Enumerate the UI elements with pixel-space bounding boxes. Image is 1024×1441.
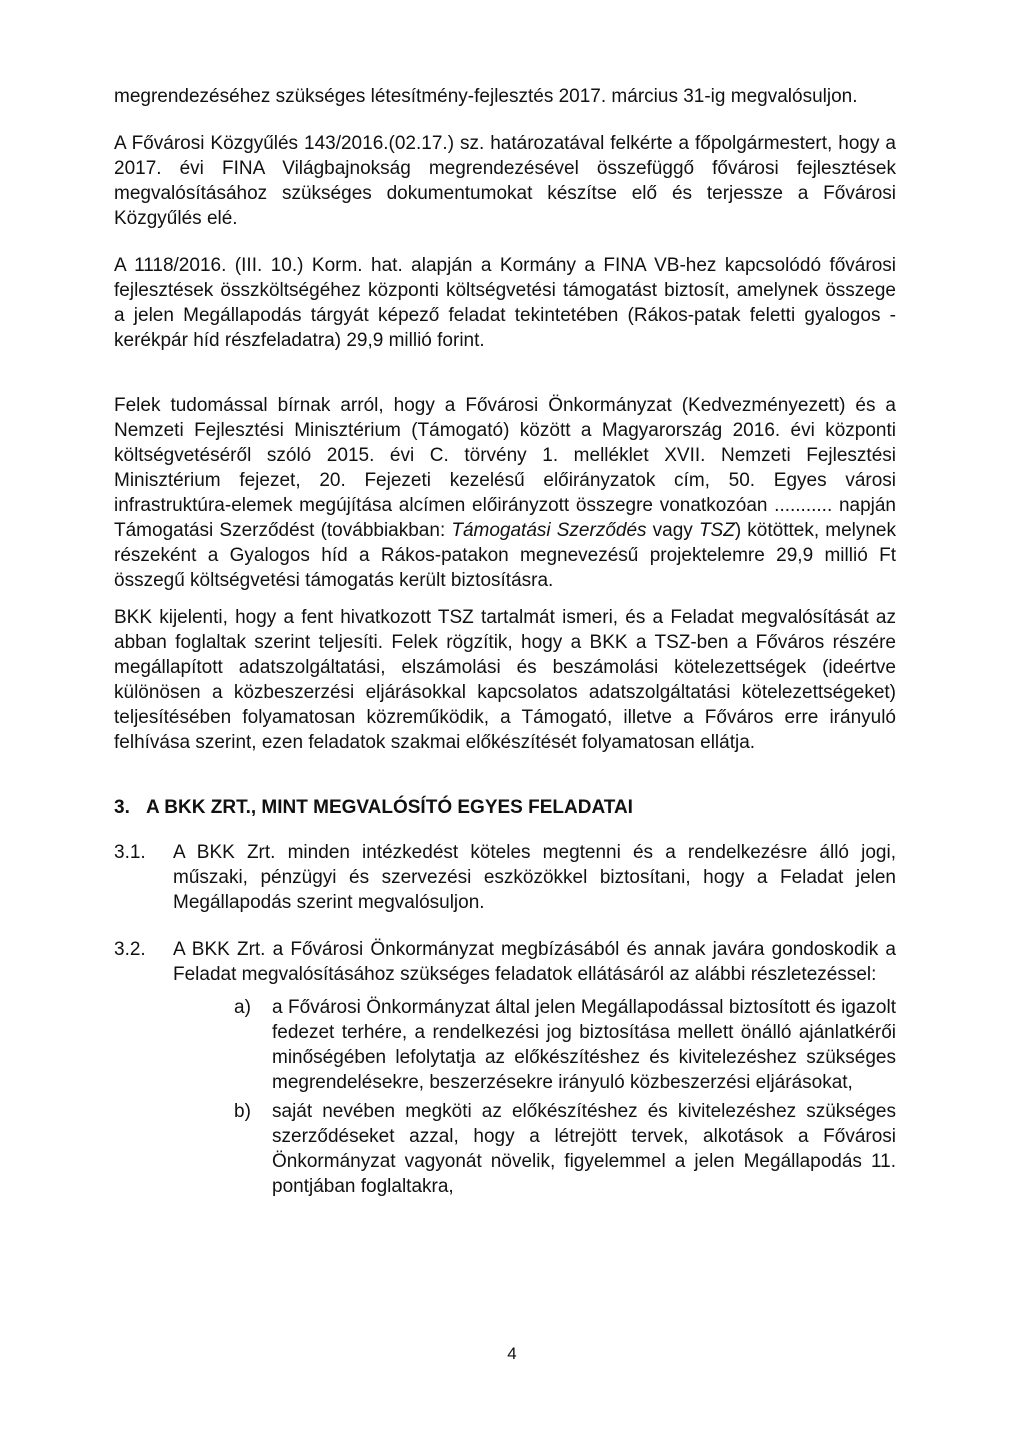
clause-text: A BKK Zrt. minden intézkedést köteles megtenni és a rendelkezésre álló jogi, műszaki, pénzügyi és szervezési eszközökkel biztosítani, hogy a Feladat jelen Megállapodás szerint megvalósuljon. — [173, 842, 896, 913]
clause-number: 3.1. — [114, 842, 146, 863]
section-number: 3. — [114, 797, 130, 818]
list-item-letter: b) — [234, 1101, 251, 1122]
clause-3-1 — [114, 840, 896, 915]
paragraph-tamogatasi-szerzodes — [114, 393, 896, 593]
section-title: A BKK ZRT., MINT MEGVALÓSÍTÓ EGYES FELADATAI — [146, 797, 633, 818]
list-item-letter: a) — [234, 997, 251, 1018]
tsz-italic-term: Támogatási Szerződés — [451, 520, 647, 541]
list-item — [234, 1099, 896, 1199]
clause-3-2 — [114, 937, 896, 987]
tsz-text-part-c: ) kötöttek, melynek részeként a Gyalogos híd a Rákos-patakon megnevezésű projektelemre 29,9 millió Ft összegű költségvetési támogatás került biztosításra. — [114, 520, 896, 591]
page-number: 4 — [507, 1344, 517, 1363]
clause-3-2-sublist — [234, 995, 896, 1199]
intro-continuation: megrendezéséhez szükséges létesítmény-fejlesztés 2017. március 31-ig megvalósuljon. — [114, 86, 858, 107]
page-body — [114, 84, 896, 1203]
section-heading — [114, 795, 896, 820]
paragraph-kozgyules: A Fővárosi Közgyűlés 143/2016.(02.17.) sz. határozatával felkérte a főpolgármestert, hogy a 2017. évi FINA Világbajnokság megrendezésével összefüggő fővárosi fejlesztések megvalósításához szükséges dokumentumokat készítse elő és terjessze a Fővárosi Közgyűlés elé. — [114, 133, 896, 229]
list-item — [234, 995, 896, 1095]
list-item-text: saját nevében megköti az előkészítéshez és kivitelezéshez szükséges szerződéseket azzal, hogy a létrejött tervek, alkotások a Fővárosi Önkormányzat vagyonát növelik, figyelemmel a jelen Megállapodás 11. pontjában foglaltakra, — [272, 1101, 896, 1197]
tsz-text-part-a: Felek tudomással bírnak arról, hogy a Fővárosi Önkormányzat (Kedvezményezett) és a Nemzeti Fejlesztési Minisztérium (Támogató) között a Magyarország 2016. évi központi költségvetéséről szóló 2015. évi C. törvény 1. melléklet XVII. Nemzeti Fejlesztési Minisztérium fejezet, 20. Fejezeti kezelésű előirányzatok cím, 50. Egyes városi infrastruktúra-elemek megújítása alcímen előirányzott összegre vonatkozóan ........... napján Támogatási Szerződést (továbbiakban: — [114, 395, 896, 541]
clause-text: A BKK Zrt. a Fővárosi Önkormányzat megbízásából és annak javára gondoskodik a Feladat megvalósításához szükséges feladatok ellátásáról az alábbi részletezéssel: — [173, 939, 896, 985]
paragraph-bkk-kijelenti: BKK kijelenti, hogy a fent hivatkozott TSZ tartalmát ismeri, és a Feladat megvalósítását az abban foglaltak szerint teljesíti. Felek rögzítik, hogy a BKK a TSZ-ben a Főváros részére megállapított adatszolgáltatási, elszámolási és beszámolási kötelezettségek (ideértve különösen a közbeszerzési eljárásokkal kapcsolatos adatszolgáltatási kötelezettségeket) teljesítésében folyamatosan közreműködik, a Támogató, illetve a Főváros erre irányuló felhívása szerint, ezen feladatok szakmai előkészítését folyamatosan ellátja. — [114, 607, 896, 753]
tsz-italic-abbrev: TSZ — [698, 520, 735, 541]
clause-number: 3.2. — [114, 939, 146, 960]
list-item-text: a Fővárosi Önkormányzat által jelen Megállapodással biztosított és igazolt fedezet terhére, a rendelkezési jog biztosítása mellett önálló ajánlatkérői minőségében lefolytatja az előkészítéshez és kivitelezéshez szükséges megrendelésekre, beszerzésekre irányuló közbeszerzési eljárásokat, — [272, 997, 896, 1093]
paragraph-kormany-hat: A 1118/2016. (III. 10.) Korm. hat. alapján a Kormány a FINA VB-hez kapcsolódó fővárosi fejlesztések összköltségéhez központi költségvetési támogatást biztosít, amelynek összege a jelen Megállapodás tárgyát képező feladat tekintetében (Rákos-patak feletti gyalogos - kerékpár híd részfeladatra) 29,9 millió forint. — [114, 255, 896, 351]
tsz-text-part-b: vagy — [646, 520, 699, 541]
